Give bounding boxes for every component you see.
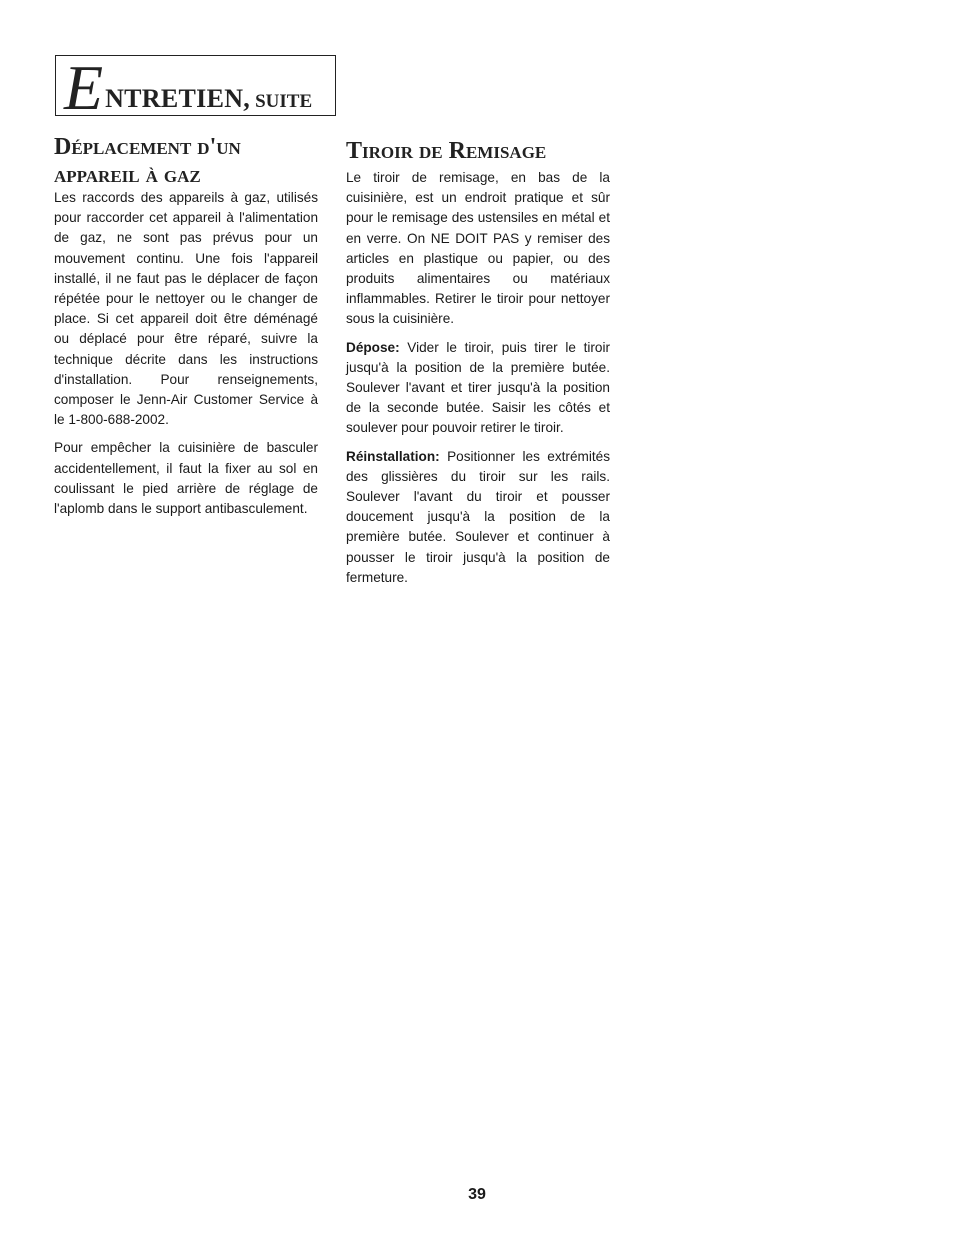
section-heading-drawer: Tiroir de Remisage [346,138,547,164]
title-suite: SUITE [255,91,313,112]
heading-line-1: Déplacement d'un [54,134,241,160]
right-column [346,132,610,596]
paragraph-drawer-intro: Le tiroir de remisage, en bas de la cuisinière, est un endroit pratique et sûr pour le remisage des ustensiles en métal et en verre. On NE DOIT PAS y remiser des articles en plastique ou papier, ou des produits alimentaires ou matériaux inflammables. Retirer le tiroir pour nettoyer sous la cuisinière. [346,170,610,327]
removal-label: Dépose: [346,339,400,355]
paragraph-removal [346,338,610,439]
page-number: 39 [468,1186,486,1203]
paragraph-gas-connectors: Les raccords des appareils à gaz, utilisés pour raccorder cet appareil à l'alimentation de gaz, ne sont pas prévus pour un mouvement continu. Une fois l'appareil installé, il ne faut pas le déplacer de façon répétée pour le nettoyer ou le changer de place. Si cet appareil doit être déménagé ou déplacé pour être réparé, suivre la technique décrite dans les instructions d'installation. Pour renseignements, composer le Jenn-Air Customer Service à le 1-800-688-2002. [54,190,318,428]
heading-line-2: appareil à gaz [54,162,201,188]
paragraph-anti-tip: Pour empêcher la cuisinière de basculer accidentellement, il faut la fixer au sol en coulissant le pied arrière de réglage de l'aplomb dans le support antibasculement. [54,440,318,517]
left-column [54,132,318,527]
page-title-box [55,52,336,123]
title-main: NTRETIEN, [105,84,251,113]
section-heading-moving [54,132,318,188]
reinstallation-label: Réinstallation: [346,448,440,464]
paragraph-reinstallation [346,447,610,588]
title-initial: E [64,52,104,123]
removal-text: Vider le tiroir, puis tirer le tiroir jusqu'à la position de la première butée. Soulever l'avant et tirer jusqu'à la position de la seconde butée. Saisir les côtés et soulever pour pouvoir retirer le tiroir. [346,339,610,436]
reinstallation-text: Positionner les extrémités des glissières du tiroir sur les rails. Soulever l'avant du tiroir et pousser doucement jusqu'à la position de la première butée. Soulever et continuer à pousser le tiroir jusqu'à la position de fermeture. [346,448,610,585]
